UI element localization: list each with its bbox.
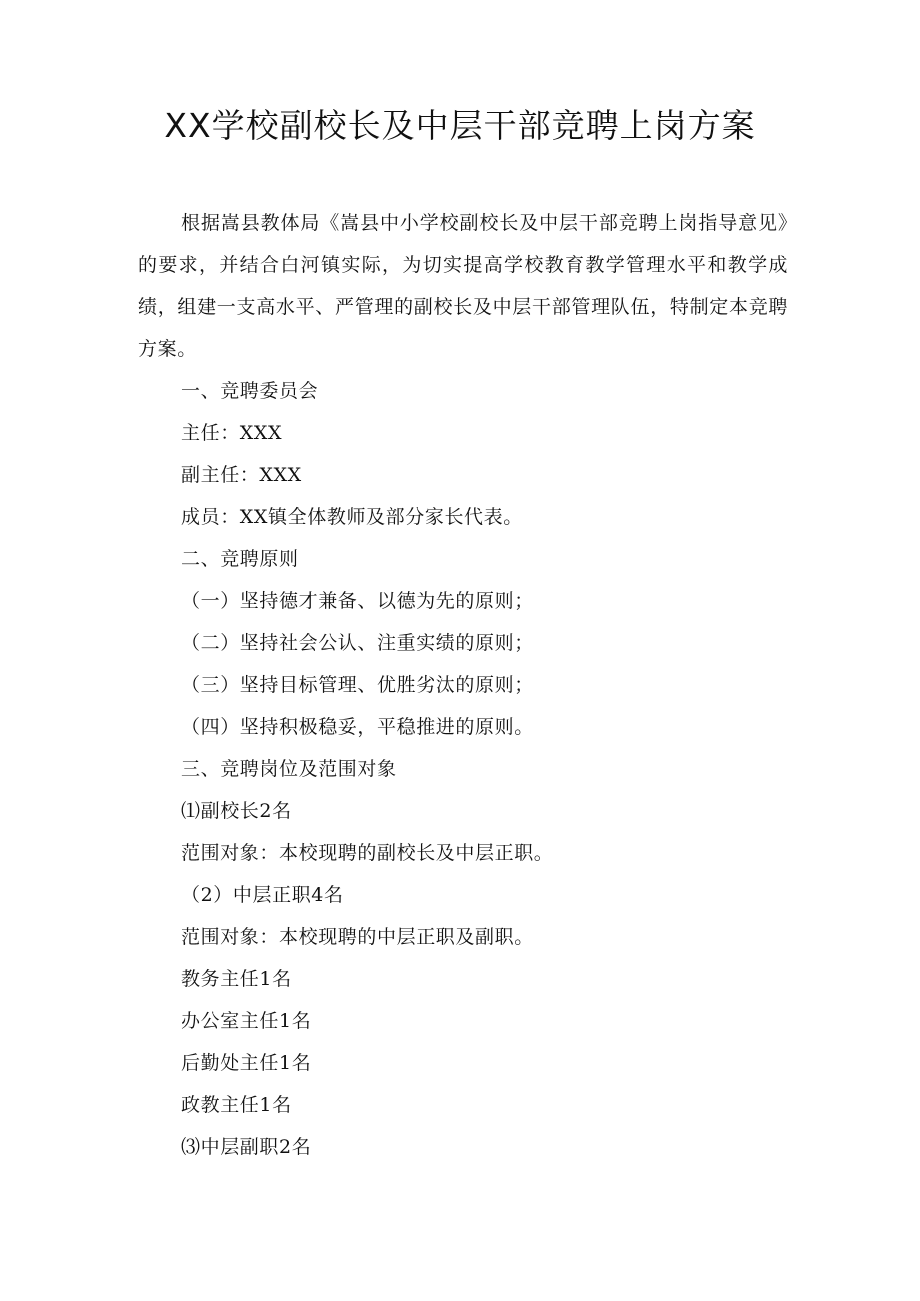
intro-paragraph: 根据嵩县教体局《嵩县中小学校副校长及中层干部竞聘上岗指导意见》的要求，并结合白河镇实际，为切实提高学校教育教学管理水平和教学成绩，组建一支高水平、严管理的副校长及中层干部管理队伍，特制定本竞聘方案。 — [138, 212, 788, 360]
committee-director: 主任：XXX — [181, 422, 283, 444]
committee-deputy-director: 副主任：XXX — [181, 464, 302, 486]
position-item: ⑴副校长2名 — [181, 800, 292, 822]
position-item: （2）中层正职4名 — [181, 884, 344, 906]
section-heading-committee: 一、竞聘委员会 — [181, 380, 319, 402]
position-subitem: 教务主任1名 — [181, 968, 292, 990]
document-title: XX学校副校长及中层干部竞聘上岗方案 — [164, 106, 756, 145]
position-scope: 范围对象：本校现聘的副校长及中层正职。 — [181, 842, 554, 864]
position-subitem: 办公室主任1名 — [181, 1010, 312, 1032]
position-scope: 范围对象：本校现聘的中层正职及副职。 — [181, 926, 534, 948]
document-body — [138, 202, 788, 1168]
position-subitem: 后勤处主任1名 — [181, 1052, 312, 1074]
section-heading-principles: 二、竞聘原则 — [181, 548, 299, 570]
principle-item: （二）坚持社会公认、注重实绩的原则； — [181, 632, 534, 654]
principle-item: （四）坚持积极稳妥，平稳推进的原则。 — [181, 716, 534, 738]
principle-item: （一）坚持德才兼备、以德为先的原则； — [181, 590, 534, 612]
committee-members: 成员：XX镇全体教师及部分家长代表。 — [181, 506, 523, 528]
section-heading-positions: 三、竞聘岗位及范围对象 — [181, 758, 397, 780]
position-item: ⑶中层副职2名 — [181, 1136, 312, 1158]
position-subitem: 政教主任1名 — [181, 1094, 292, 1116]
principle-item: （三）坚持目标管理、优胜劣汰的原则； — [181, 674, 534, 696]
